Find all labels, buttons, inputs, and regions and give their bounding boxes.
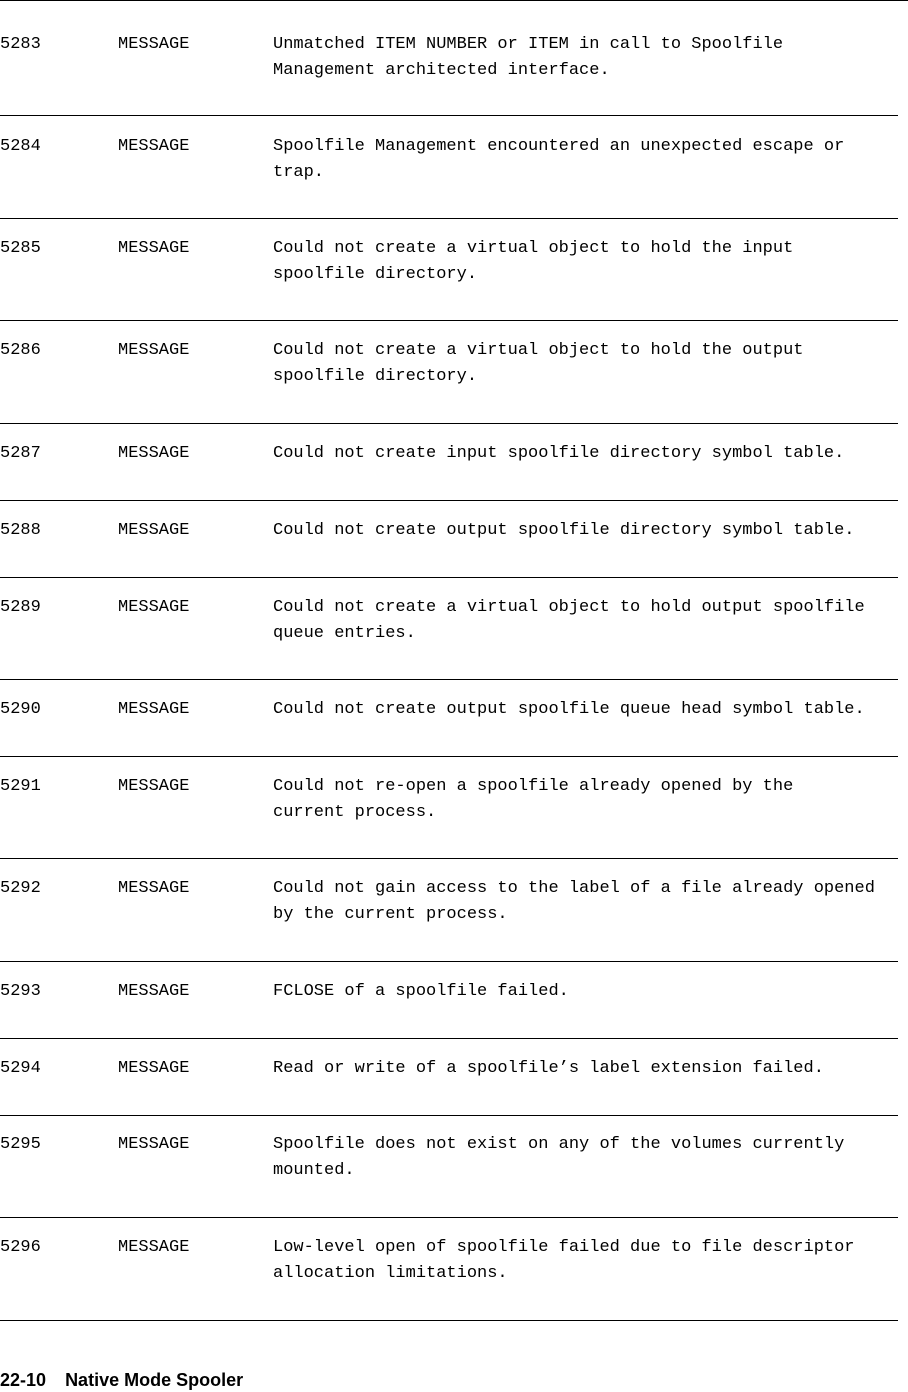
message-code: 5294 <box>0 1059 41 1078</box>
entry-divider <box>0 1115 898 1116</box>
message-type: MESSAGE <box>118 521 190 540</box>
description-line: Could not create a virtual object to hold the input <box>273 239 794 258</box>
entry-divider <box>0 679 898 680</box>
description-line: Could not re-open a spoolfile already opened by the <box>273 777 794 796</box>
message-code: 5289 <box>0 598 41 617</box>
description-line: Read or write of a spoolfile’s label extension failed. <box>273 1059 824 1078</box>
description-line: spoolfile directory. <box>273 264 478 284</box>
description-line: trap. <box>273 162 325 182</box>
description-line: Could not create output spoolfile queue head symbol table. <box>273 700 865 719</box>
description-line: current process. <box>273 802 437 822</box>
message-description <box>273 979 905 1005</box>
message-code: 5296 <box>0 1238 41 1257</box>
message-description <box>273 774 905 825</box>
message-type: MESSAGE <box>118 1135 190 1154</box>
description-line: Management architected interface. <box>273 60 610 80</box>
message-code: 5284 <box>0 137 41 156</box>
description-line: Spoolfile Management encountered an unexpected escape or <box>273 137 845 156</box>
message-type: MESSAGE <box>118 341 190 360</box>
description-line: queue entries. <box>273 623 416 643</box>
top-rule <box>0 0 908 1</box>
description-line: Could not create a virtual object to hold the output <box>273 341 804 360</box>
entry-divider <box>0 500 898 501</box>
entry-divider <box>0 423 898 424</box>
entry-divider <box>0 320 898 321</box>
message-code: 5288 <box>0 521 41 540</box>
entry-divider <box>0 756 898 757</box>
description-line: Unmatched ITEM NUMBER or ITEM in call to Spoolfile <box>273 35 784 54</box>
message-code: 5285 <box>0 239 41 258</box>
message-type: MESSAGE <box>118 1238 190 1257</box>
description-line: Could not create output spoolfile directory symbol table. <box>273 521 855 540</box>
entry-divider <box>0 1038 898 1039</box>
message-code: 5295 <box>0 1135 41 1154</box>
message-type: MESSAGE <box>118 879 190 898</box>
message-type: MESSAGE <box>118 777 190 796</box>
entry-divider <box>0 1217 898 1218</box>
message-description <box>273 595 905 646</box>
page-number: 22-10 <box>0 1370 47 1390</box>
message-code: 5293 <box>0 982 41 1001</box>
message-description <box>273 518 905 544</box>
entry-divider <box>0 858 898 859</box>
message-code: 5286 <box>0 341 41 360</box>
message-description <box>273 876 905 927</box>
message-description <box>273 1235 905 1286</box>
message-type: MESSAGE <box>118 35 190 54</box>
message-type: MESSAGE <box>118 982 190 1001</box>
section-title: Native Mode Spooler <box>65 1370 244 1390</box>
description-line: Low-level open of spoolfile failed due to file descriptor <box>273 1238 855 1257</box>
message-description <box>273 338 905 389</box>
message-description <box>273 1056 905 1082</box>
entry-divider <box>0 1320 898 1321</box>
message-type: MESSAGE <box>118 137 190 156</box>
description-line: by the current process. <box>273 904 508 924</box>
message-type: MESSAGE <box>118 239 190 258</box>
description-line: FCLOSE of a spoolfile failed. <box>273 982 569 1001</box>
description-line: Could not gain access to the label of a file already opened <box>273 879 875 898</box>
message-description <box>273 236 905 287</box>
description-line: Could not create input spoolfile directory symbol table. <box>273 444 845 463</box>
entry-divider <box>0 577 898 578</box>
message-description <box>273 32 905 83</box>
message-type: MESSAGE <box>118 700 190 719</box>
message-description <box>273 1132 905 1183</box>
message-type: MESSAGE <box>118 598 190 617</box>
message-type: MESSAGE <box>118 444 190 463</box>
message-description <box>273 697 905 723</box>
description-line: mounted. <box>273 1160 355 1180</box>
message-code: 5290 <box>0 700 41 719</box>
message-code: 5283 <box>0 35 41 54</box>
message-description <box>273 134 905 185</box>
entry-divider <box>0 218 898 219</box>
message-type: MESSAGE <box>118 1059 190 1078</box>
description-line: allocation limitations. <box>273 1263 508 1283</box>
message-code: 5292 <box>0 879 41 898</box>
entry-divider <box>0 115 898 116</box>
message-code: 5291 <box>0 777 41 796</box>
entry-divider <box>0 961 898 962</box>
message-code: 5287 <box>0 444 41 463</box>
description-line: Spoolfile does not exist on any of the volumes currently <box>273 1135 845 1154</box>
message-description <box>273 441 905 467</box>
description-line: spoolfile directory. <box>273 366 478 386</box>
page-footer <box>0 1369 243 1391</box>
description-line: Could not create a virtual object to hold output spoolfile <box>273 598 865 617</box>
